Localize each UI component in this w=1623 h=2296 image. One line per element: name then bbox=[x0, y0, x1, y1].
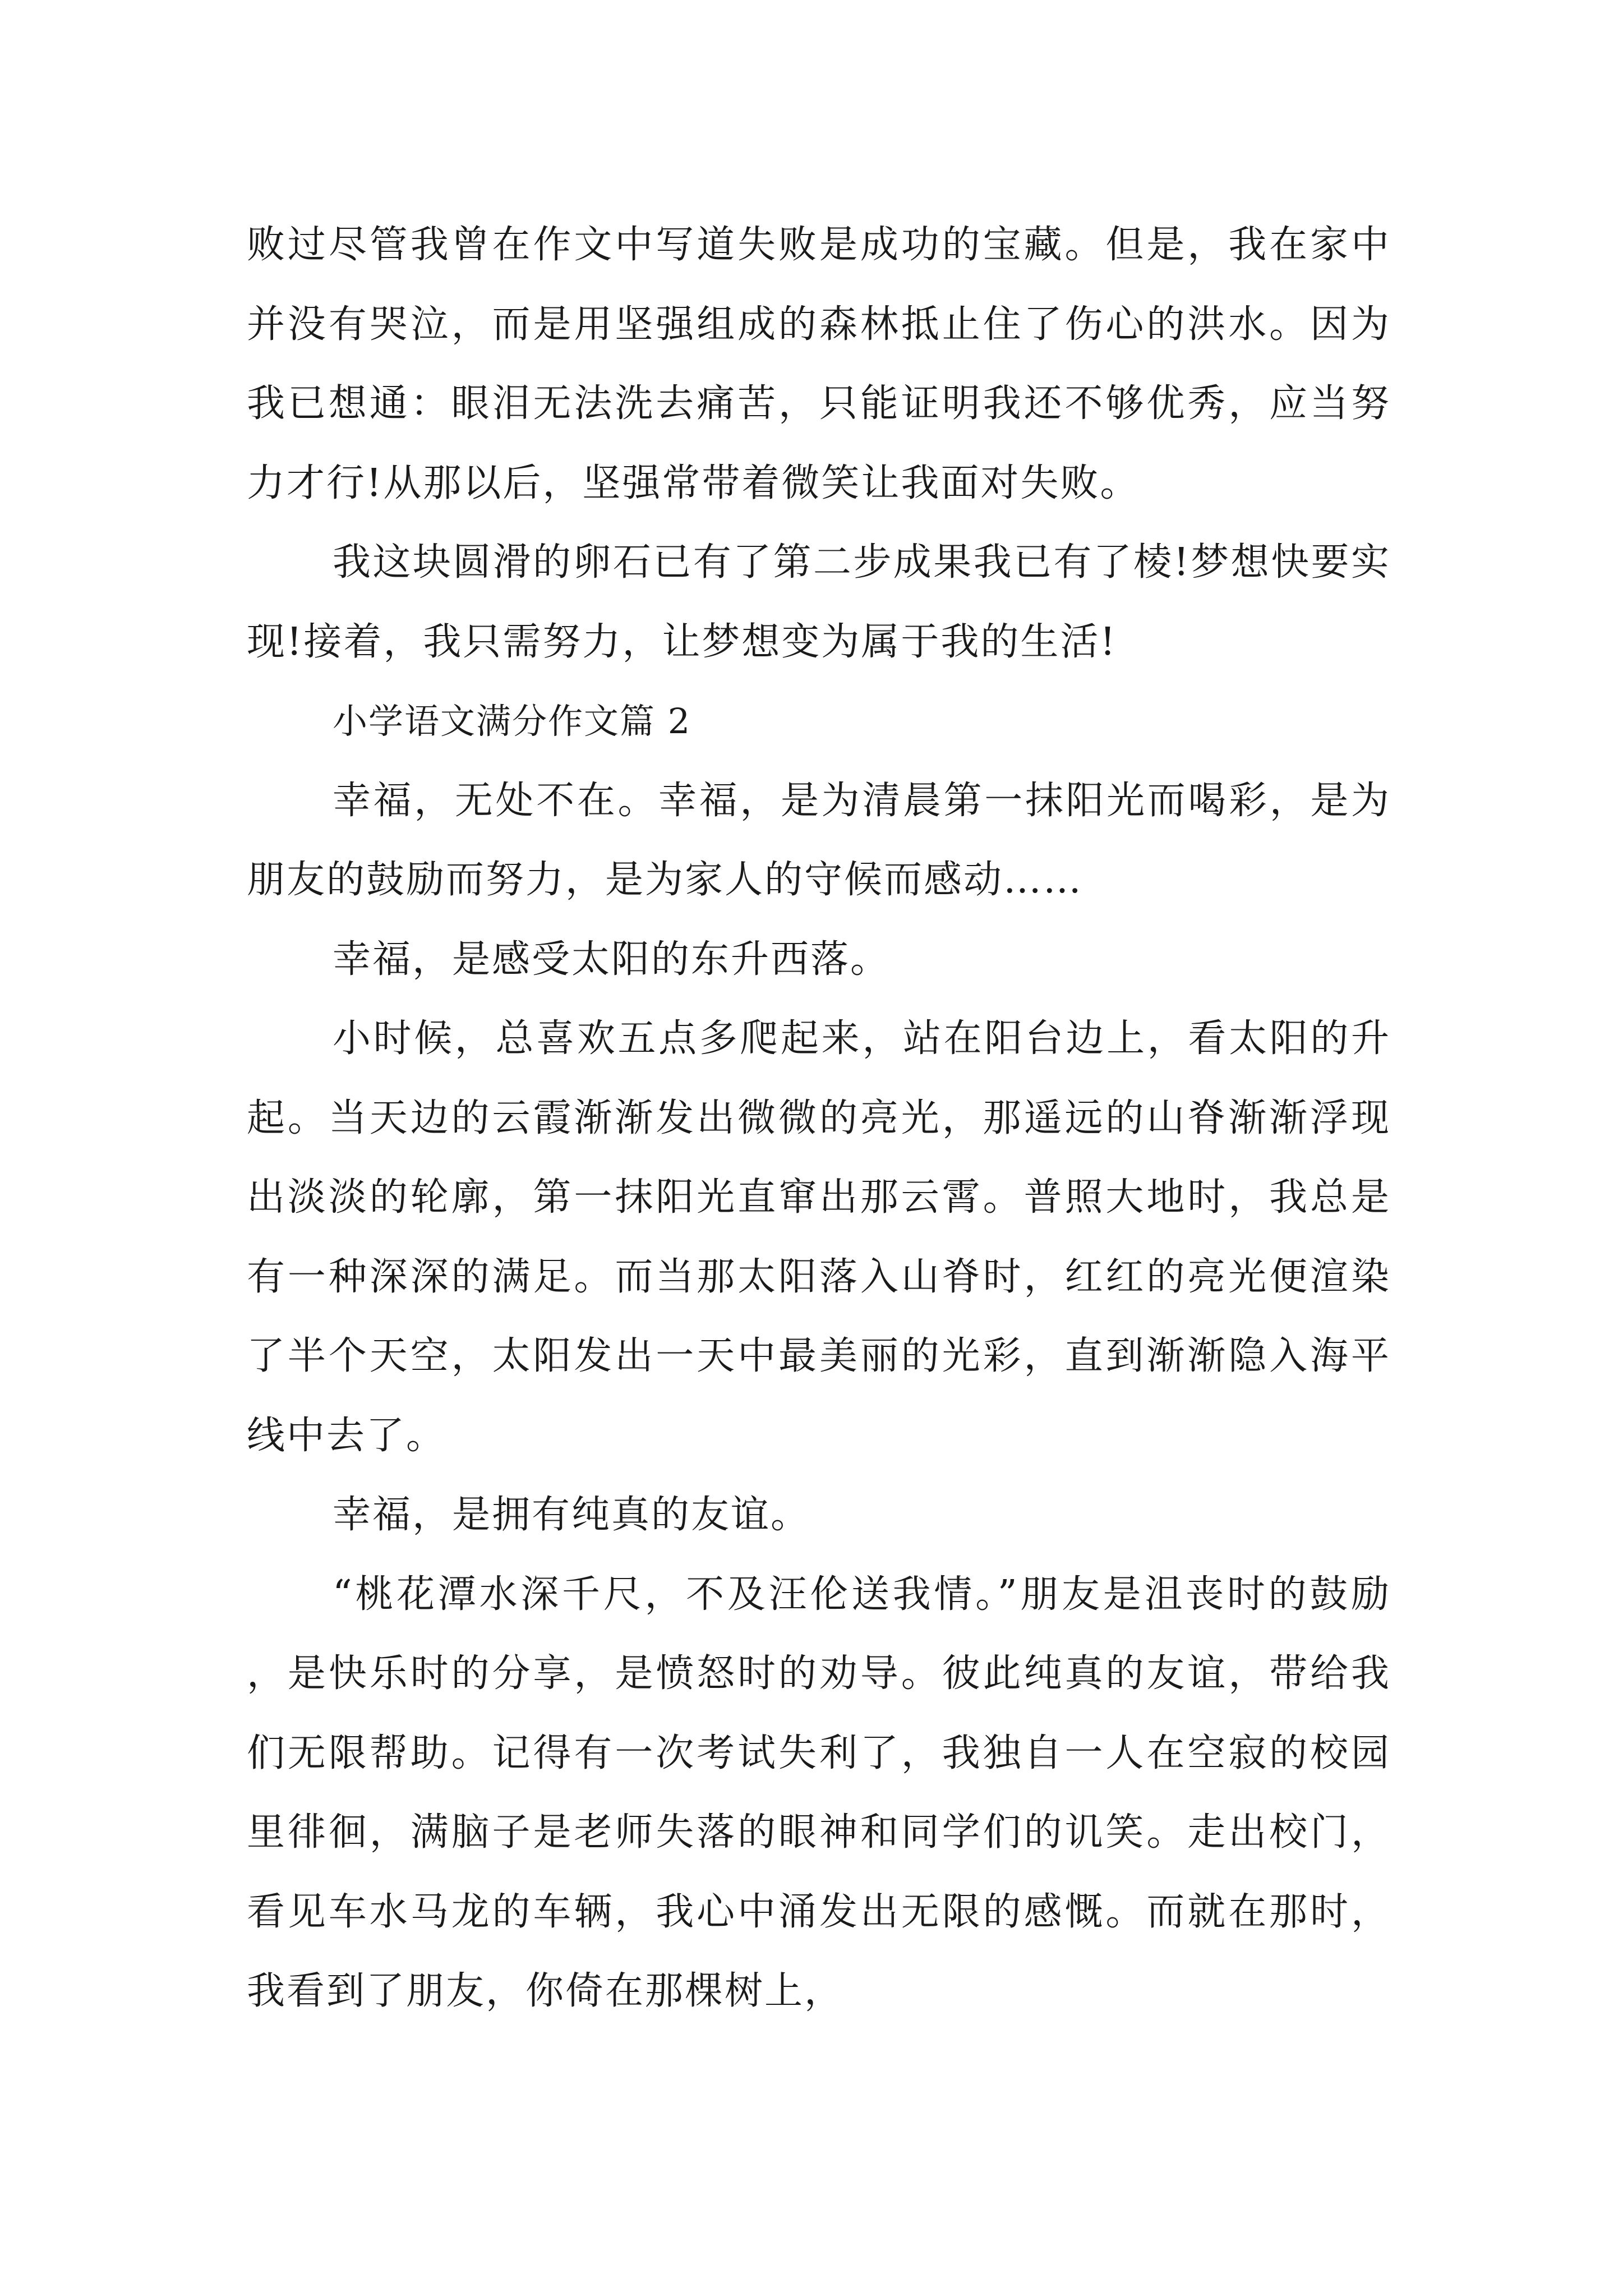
paragraph: 小时候，总喜欢五点多爬起来，站在阳台边上，看太阳的升起。当天边的云霞渐渐发出微微的亮光，那遥远的山脊渐渐浮现出淡淡的轮廓，第一抹阳光直窜出那云霄。普照大地时，我总是有一种深深的满足。而当那太阳落入山脊时，红红的亮光便渲染了半个天空，太阳发出一天中最美丽的光彩，直到渐渐隐入海平线中去了。 bbox=[247, 1016, 1391, 1458]
paragraph: 我这块圆滑的卵石已有了第二步成果我已有了棱!梦想快要实现!接着，我只需努力，让梦想变为属于我的生活! bbox=[247, 540, 1391, 664]
paragraph: “桃花潭水深千尺，不及汪伦送我情。”朋友是沮丧时的鼓励，是快乐时的分享，是愤怒时的劝导。彼此纯真的友谊，带给我们无限帮助。记得有一次考试失利了，我独自一人在空寂的校园里徘徊，满脑子是老师失落的眼神和同学们的讥笑。走出校门，看见车水马龙的车辆，我心中涌发出无限的感慨。而就在那时，我看到了朋友，你倚在那棵树上， bbox=[247, 1572, 1391, 2013]
paragraph: 幸福，是感受太阳的东升西落。 bbox=[333, 937, 891, 982]
paragraph: 幸福，是拥有纯真的友谊。 bbox=[333, 1493, 811, 1537]
paragraph: 幸福，无处不在。幸福，是为清晨第一抹阳光而喝彩，是为朋友的鼓励而努力，是为家人的守候而感动…… bbox=[247, 778, 1391, 902]
section-heading: 小学语文满分作文篇 2 bbox=[333, 701, 691, 742]
paragraph-continuation: 败过尽管我曾在作文中写道失败是成功的宝藏。但是，我在家中并没有哭泣，而是用坚强组成的森林抵止住了伤心的洪水。因为我已想通：眼泪无法洗去痛苦，只能证明我还不够优秀，应当努力才行!从那以后，坚强常带着微笑让我面对失败。 bbox=[247, 223, 1391, 505]
article-body bbox=[247, 205, 1391, 2031]
